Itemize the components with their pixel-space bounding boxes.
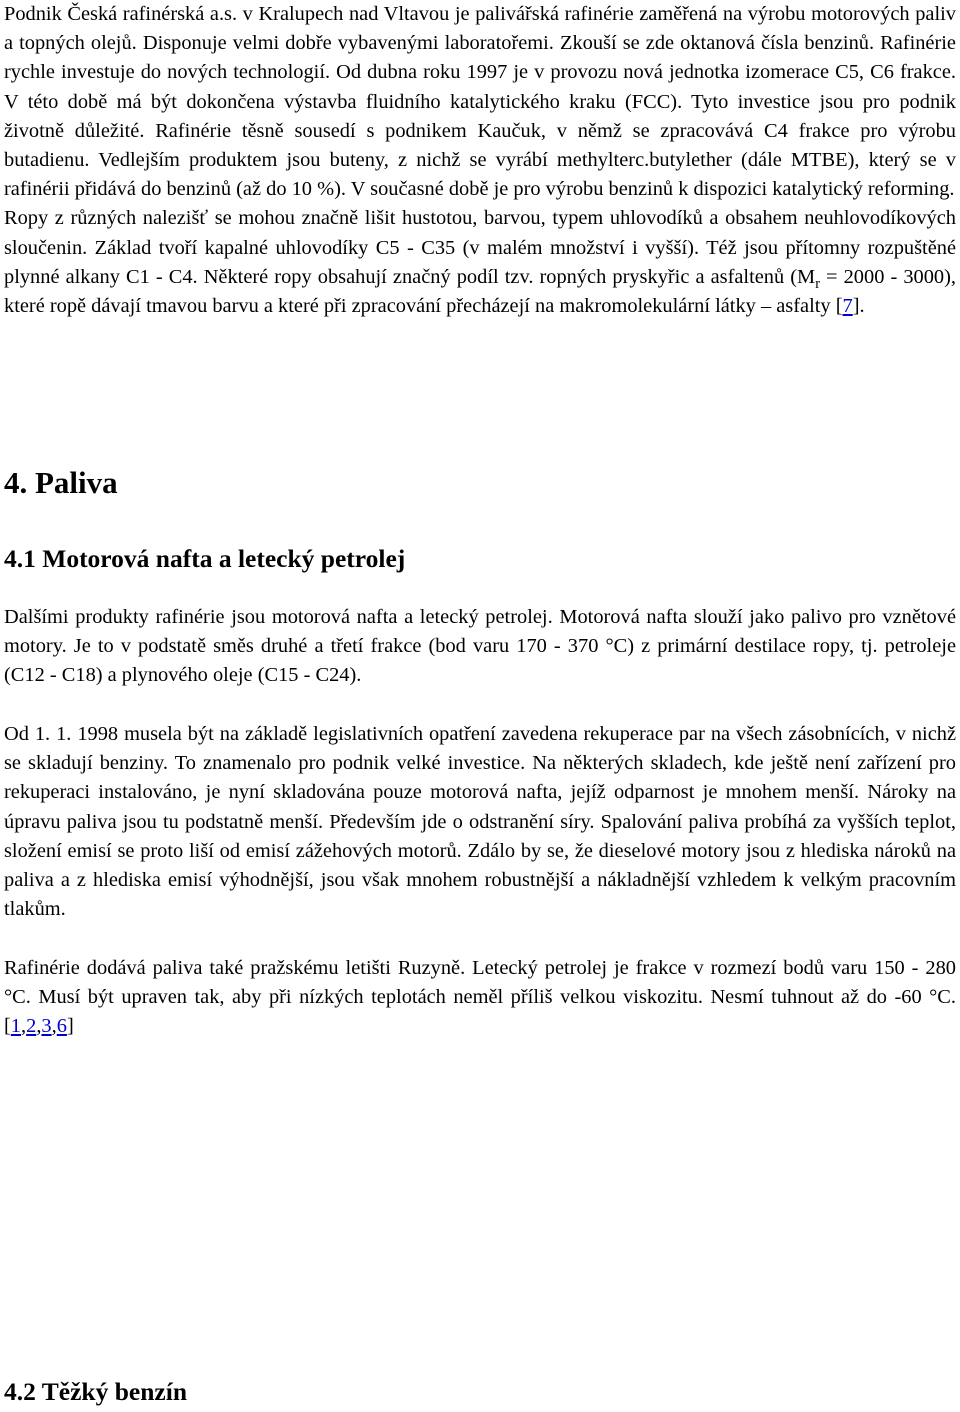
reference-link-6[interactable]: 6 [56,1015,67,1038]
crude-text-b: = 2000 - 3000), které ropě dávají tmavou barvu a které při zpracování přecházejí na makromolekulární látky – asfalty [ [4,265,956,318]
crude-text-a: Ropy z různých nalezišť se mohou značně lišit hustotou, barvou, typem uhlovodíků a obsahem neuhlovodíkových sloučenin. Základ tvoří kapalné uhlovodíky C5 - C35 (v malém množství i vyšší). Též jsou přítomny rozpuštěné plynné alkany C1 - C4. Některé ropy obsahují značný podíl tzv. ropných pryskyřic a asfaltenů (M [4,207,956,288]
diesel-section [4,603,956,691]
reference-link-3[interactable]: 3 [41,1015,52,1038]
crude-subscript: r [815,275,820,292]
ref-separator: , [36,1015,42,1038]
heading-motorova-nafta: 4.1 Motorová nafta a letecký petrolej [4,544,406,573]
ref-separator: , [21,1015,27,1038]
vapor-recovery-paragraph: Od 1. 1. 1998 musela být na základě legislativních opatření zavedena rekuperace par na všech zásobnících, v nichž se skladují benziny. To znamenalo pro podnik velké investice. Na některých skladech, kde ještě není zařízení pro rekuperaci instalováno, je nyní skladována pouze motorová nafta, jejíž odparnost je mnohem menší. Nároky na úpravu paliva jsou tu podstatně menší. Především jde o odstranění síry. Spalování paliva probíhá za vyšších teplot, složení emisí se proto liší od emisí zážehových motorů. Zdálo by se, že dieselové motory jsou z hlediska nároků na paliva a z hlediska emisí výhodnější, jsou však mnohem robustnější a nákladnější vzhledem k velkým pracovním tlakům. [4,723,956,921]
reference-link-7[interactable]: 7 [842,295,853,318]
reference-link-2[interactable]: 2 [26,1015,37,1038]
jet-fuel-text: Rafinérie dodává paliva také pražskému letišti Ruzyně. Letecký petrolej je frakce v rozmezí bodů varu 150 - 280 °C. Musí být upraven tak, aby při nízkých teplotách neměl příliš velkou viskozitu. Nesmí tuhnout až do -60 °C.[ [4,957,956,1038]
vapor-recovery-section [4,720,956,924]
refinery-paragraph: Podnik Česká rafinérská a.s. v Kralupech nad Vltavou je palivářská rafinérie zaměřená na výrobu motorových paliv a topných olejů. Disponuje velmi dobře vybavenými laboratořemi. Zkouší se zde oktanová čísla benzinů. Rafinérie rychle investuje do nových technologií. Od dubna roku 1997 je v provozu nová jednotka izomerace C5, C6 frakce. V této době má být dokončena výstavba fluidního katalytického kraku (FCC). Tyto investice jsou pro podnik životně důležité. Rafinérie těsně sousedí s podnikem Kaučuk, v němž se zpracovává C4 frakce pro výrobu butadienu. Vedlejším produktem jsou buteny, z nichž se vyrábí methylterc.butylether (dále MTBE), který se v rafinérii přidává do benzinů (až do 10 %). V současné době je pro výrobu benzinů k dispozici katalytický reforming. [4,3,956,201]
intro-section [4,0,956,321]
jet-fuel-paragraph [4,954,956,1042]
crude-oil-paragraph [4,204,956,321]
reference-link-1[interactable]: 1 [10,1015,21,1038]
ref-separator: , [51,1015,57,1038]
ref-bracket-close: ] [66,1015,74,1038]
heading-paliva: 4. Paliva [4,465,118,500]
diesel-paragraph: Dalšími produkty rafinérie jsou motorová nafta a letecký petrolej. Motorová nafta slouží jako palivo pro vznětové motory. Je to v podstatě směs druhé a třetí frakce (bod varu 170 - 370 °C) z primární destilace ropy, tj. petroleje (C12 - C18) a plynového oleje (C15 - C24). [4,606,956,687]
heading-tezky-benzin: 4.2 Těžký benzín [4,1377,188,1406]
crude-text-end: ]. [852,295,865,318]
jet-fuel-section [4,954,956,1042]
